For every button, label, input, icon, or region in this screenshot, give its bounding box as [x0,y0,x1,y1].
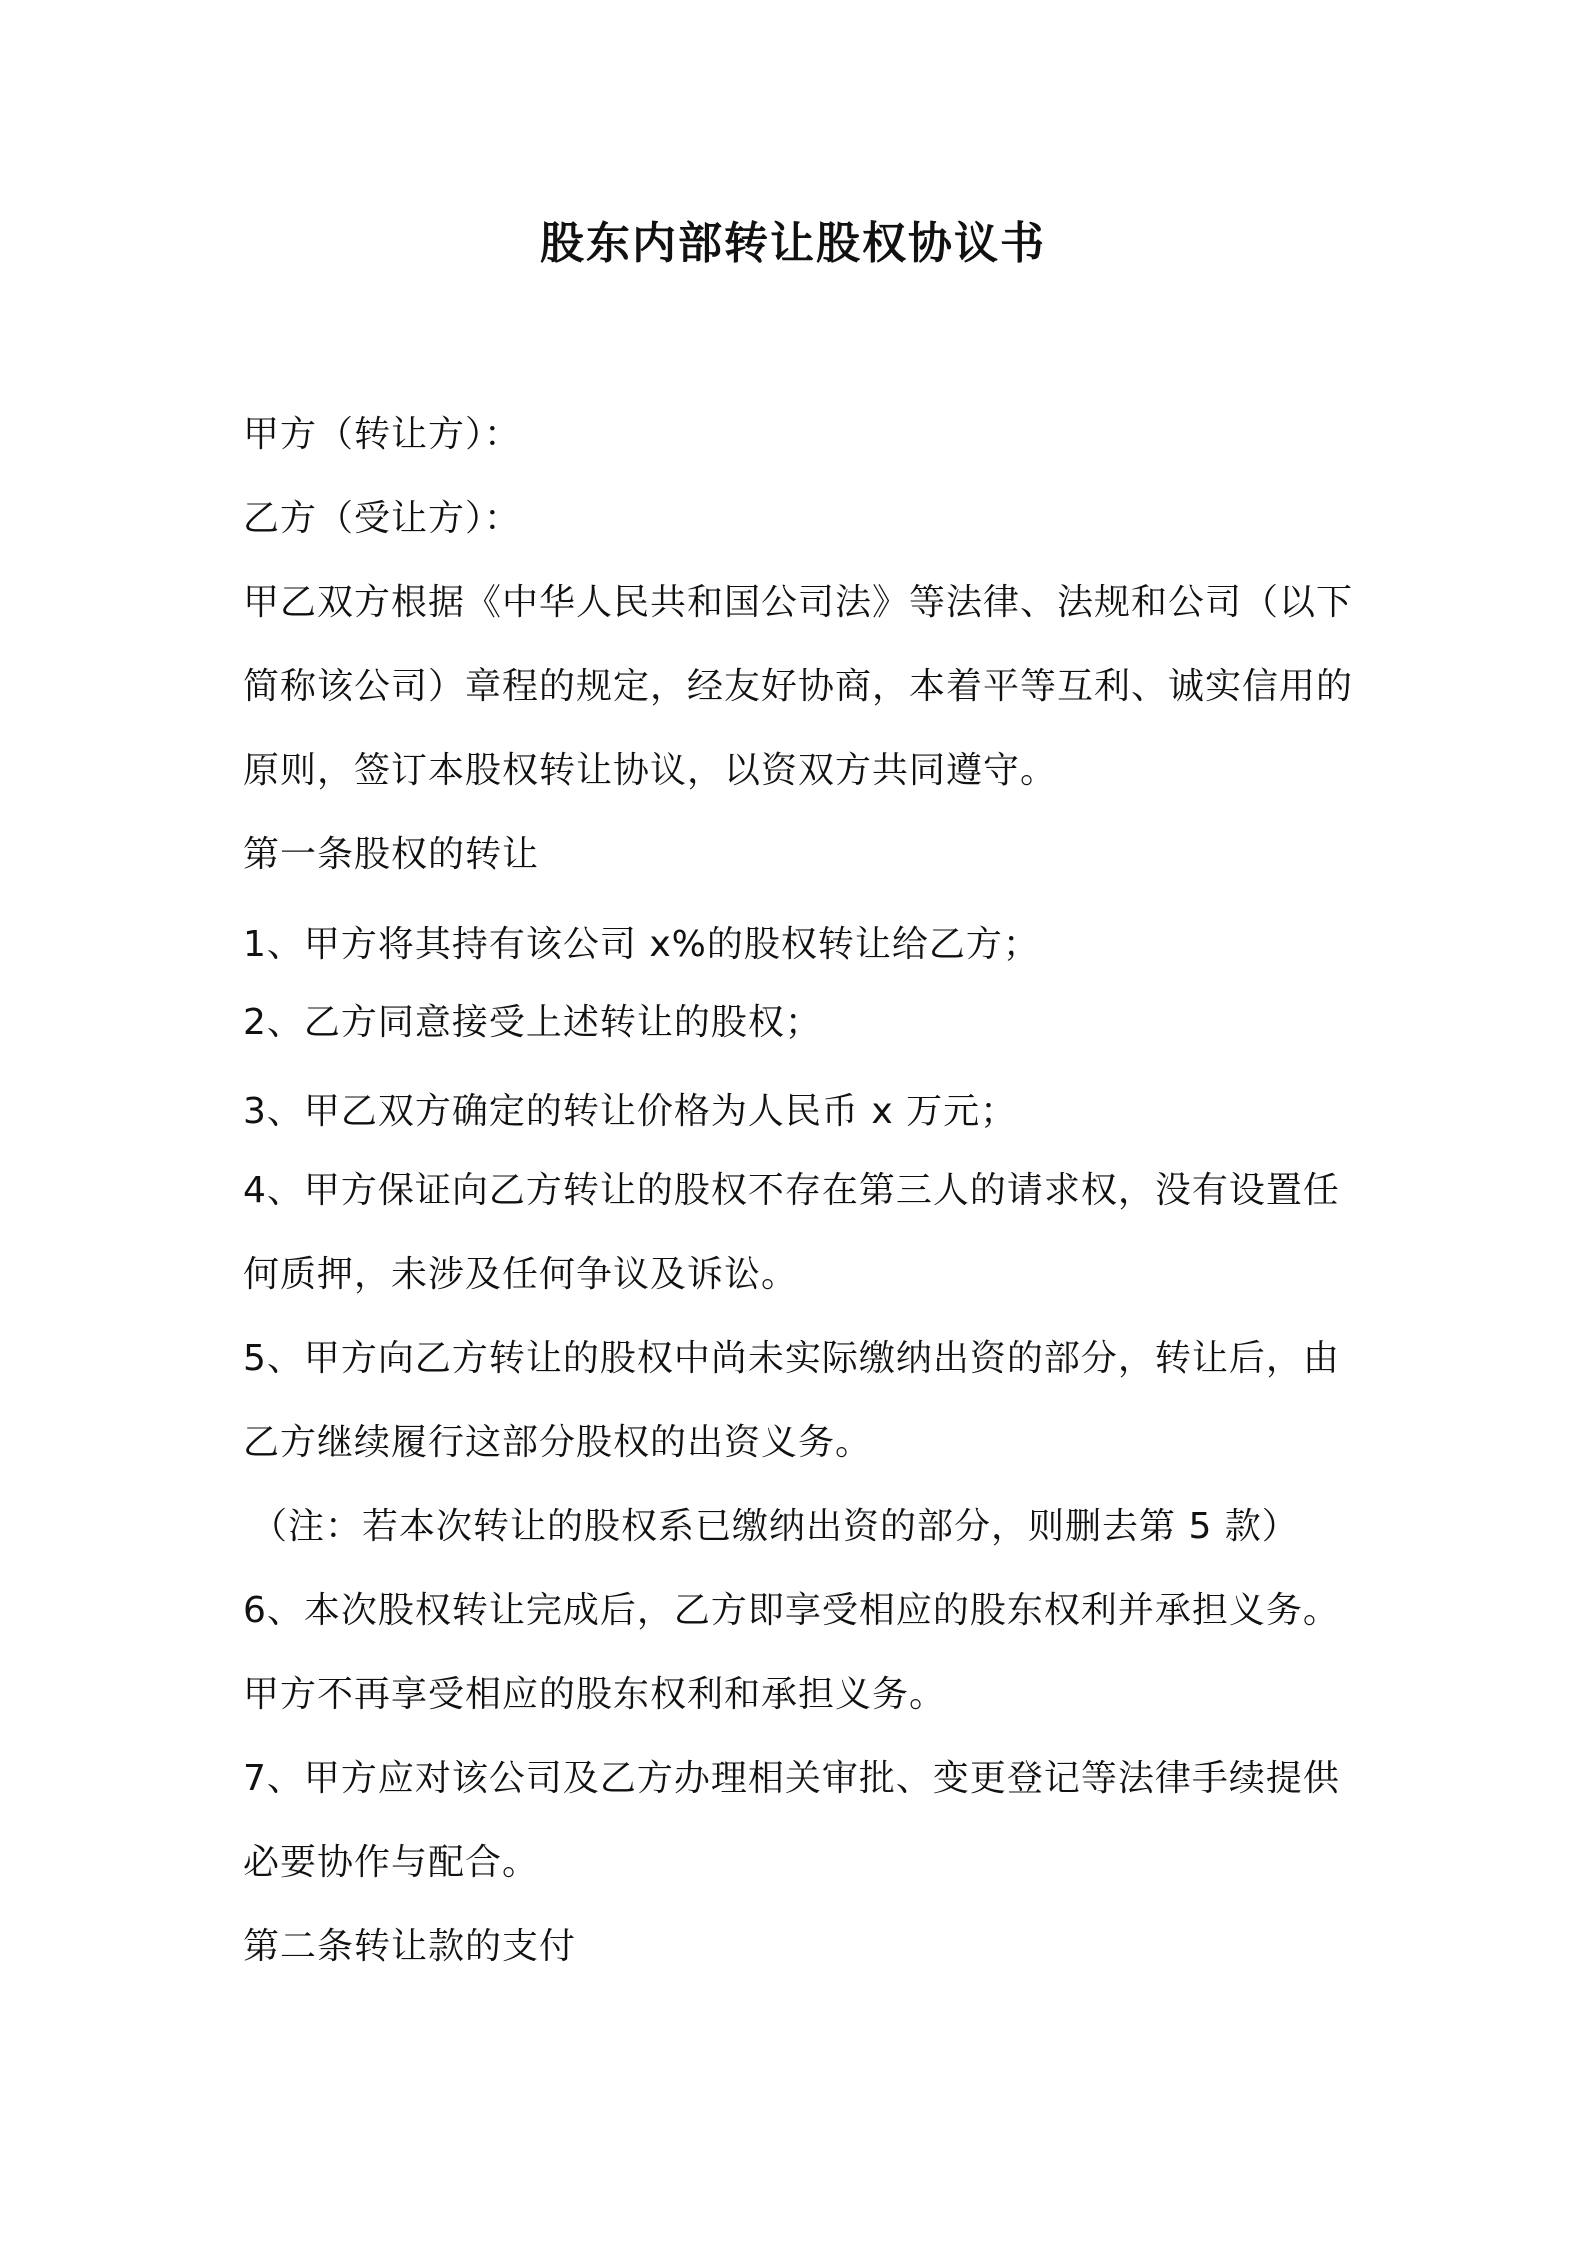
clause-5-line-1: 5、甲方向乙方转让的股权中尚未实际缴纳出资的部分，转让后，由 [243,1338,1340,1379]
preamble-line-1: 甲乙双方根据《中华人民共和国公司法》等法律、法规和公司（以下 [243,582,1354,623]
clause-6-line-1: 6、本次股权转让完成后，乙方即享受相应的股东权利并承担义务。 [243,1590,1340,1631]
document-title: 股东内部转让股权协议书 [540,218,1046,269]
article-2-heading: 第二条转让款的支付 [243,1926,577,1967]
clause-3: 3、甲乙双方确定的转让价格为人民币 x 万元； [243,1091,1018,1132]
clause-7-line-2: 必要协作与配合。 [243,1842,540,1883]
article-1-heading: 第一条股权的转让 [243,834,540,875]
party-b-line: 乙方（受让方）： [243,498,522,539]
clause-5-line-2: 乙方继续履行这部分股权的出资义务。 [243,1422,873,1463]
preamble-line-2: 简称该公司）章程的规定，经友好协商，本着平等互利、诚实信用的 [243,666,1354,707]
clause-2: 2、乙方同意接受上述转让的股权； [243,1002,822,1043]
party-a-line: 甲方（转让方）： [243,414,522,455]
preamble-line-3: 原则，签订本股权转让协议，以资双方共同遵守。 [243,750,1058,791]
clause-4-line-2: 何质押，未涉及任何争议及诉讼。 [243,1254,799,1295]
clause-1: 1、甲方将其持有该公司 x%的股权转让给乙方； [243,924,1040,965]
clause-6-line-2: 甲方不再享受相应的股东权利和承担义务。 [243,1674,947,1715]
clause-4-line-1: 4、甲方保证向乙方转让的股权不存在第三人的请求权，没有设置任 [243,1170,1340,1211]
clause-7-line-1: 7、甲方应对该公司及乙方办理相关审批、变更登记等法律手续提供 [243,1758,1340,1799]
clause-5-note: （注：若本次转让的股权系已缴纳出资的部分，则删去第 5 款） [251,1506,1299,1547]
